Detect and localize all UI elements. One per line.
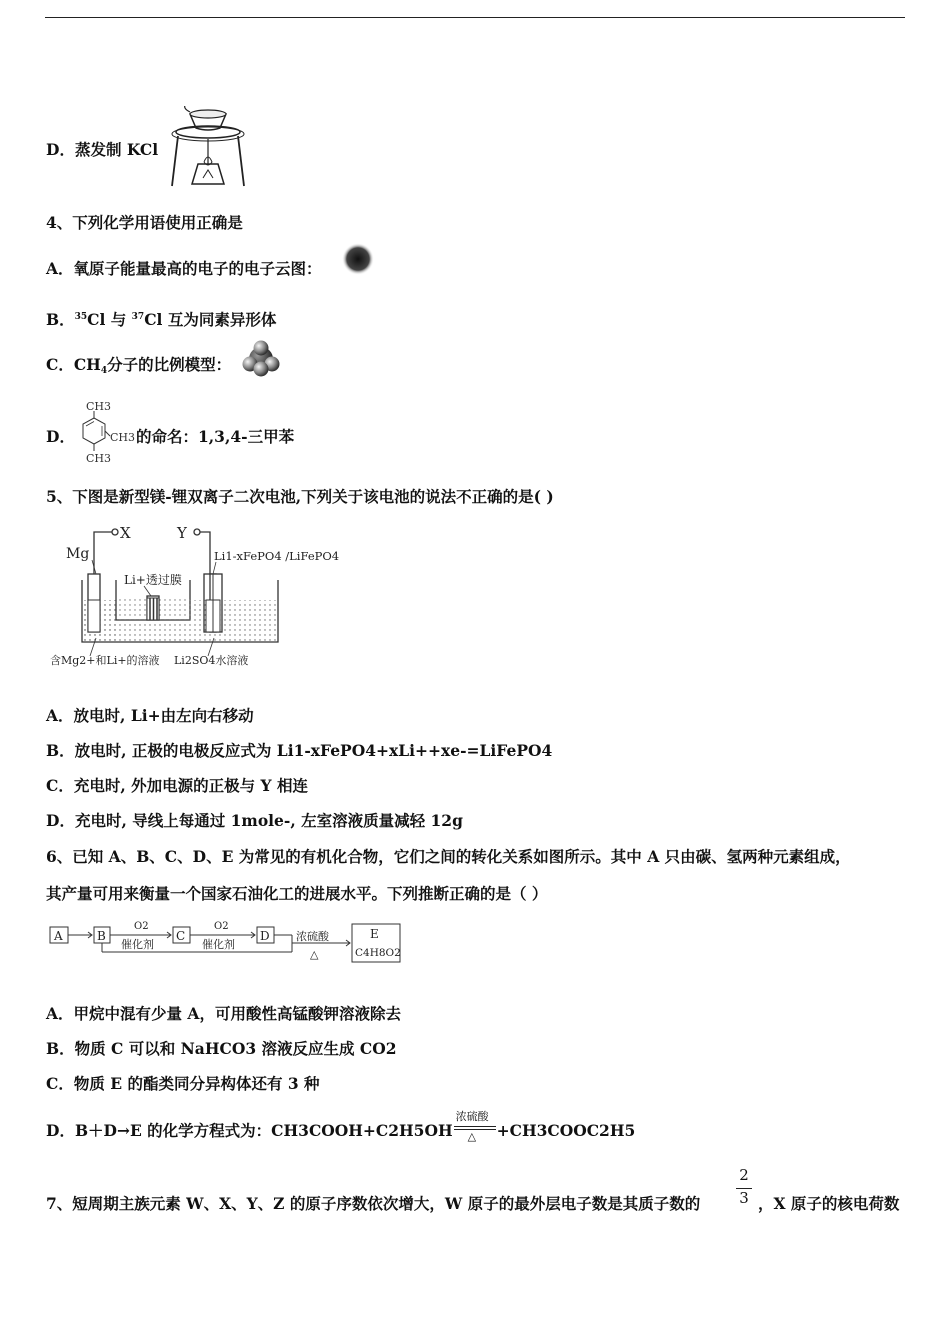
trimethylbenzene-structure-icon [78,398,138,468]
q4-option-a: A．氧原子能量最高的电子的电子云图： [46,259,322,278]
membrane-label: Li+透过膜 [124,573,182,587]
scheme-oxygen-2: O2 [214,921,229,932]
q5-option-c: C．充电时, 外加电源的正极与 Y 相连 [46,776,308,795]
q6-d-products: +CH3COOC2H5 [496,1121,636,1140]
header-rule [45,17,905,18]
q3-option-d: D．蒸发制 KCl [46,140,159,159]
question-6-stem-line2: 其产量可用来衡量一个国家石油化工的进展水平。下列推断正确的是（ ） [46,884,548,903]
q6-option-a: A．甲烷中混有少量 A，可用酸性高锰酸钾溶液除去 [46,1004,401,1023]
question-6-stem-line1: 6、已知 A、B、C、D、E 为常见的有机化合物，它们之间的转化关系如图所示。其中 A 只由碳、氢两种元素组成， [46,847,851,866]
scheme-acid: 浓硫酸 [296,930,329,943]
reaction-condition: 浓硫酸 [455,1110,489,1123]
scheme-heat: △ [310,948,319,961]
q4-option-d-text: 的命名：1,3,4-三甲苯 [136,427,295,446]
electron-cloud-icon [340,242,376,276]
fraction-numerator: 2 [739,1166,749,1184]
scheme-node-b: B [97,929,106,943]
battery-diagram [48,518,358,673]
methane-model-icon [240,340,282,378]
fraction-denominator: 3 [739,1189,749,1207]
q4-option-c: C．$CH_4$分子的比例模型： [46,355,232,376]
reaction-heat: △ [467,1130,477,1143]
left-solution-label: 含Mg2+和Li+的溶液 [50,654,160,667]
right-solution-label: Li2SO4水溶液 [174,654,249,667]
q6-d-reactants: D．B＋D→E 的化学方程式为：CH3COOH+C2H5OH [46,1121,453,1140]
q5-option-b: B．放电时, 正极的电极反应式为 Li1-xFePO4+xLi++xe-=LiFePO4 [46,741,553,760]
scheme-node-e: E [370,927,379,941]
q4-option-b: B．$^{35}$Cl 与 $^{37}$Cl 互为同素异形体 [46,310,277,329]
fraction [736,1166,752,1207]
q6-option-c: C．物质 E 的酯类同分异构体还有 3 种 [46,1074,320,1093]
evaporation-apparatus-icon [168,106,246,188]
q6-option-d [46,1110,636,1143]
q5-option-a: A．放电时, Li+由左向右移动 [46,706,254,725]
reaction-arrow [453,1110,497,1143]
terminal-y-label: Y [177,524,187,542]
struct-top-methyl: CH3 [86,400,112,413]
scheme-node-c: C [176,929,186,943]
anode-label: Mg [66,546,90,562]
conversion-scheme [48,914,408,966]
scheme-node-d: D [260,929,270,943]
scheme-oxygen-1: O2 [134,921,149,932]
struct-bottom-methyl: CH3 [86,452,112,465]
scheme-catalyst-1: 催化剂 [121,938,154,951]
cathode-label: Li1-xFePO4 /LiFePO4 [214,549,340,563]
scheme-catalyst-2: 催化剂 [202,938,235,951]
scheme-node-a: A [54,929,63,943]
struct-right-methyl: CH3 [110,431,136,444]
question-7-stem-end: ，X 原子的核电荷数 [758,1194,900,1213]
question-7-stem: 7、短周期主族元素 W、X、Y、Z 的原子序数依次增大，W 原子的最外层电子数是其质子数的 [46,1194,701,1213]
q6-option-b: B．物质 C 可以和 NaHCO3 溶液反应生成 CO2 [46,1039,397,1058]
question-5-stem: 5、下图是新型镁-锂双离子二次电池,下列关于该电池的说法不正确的是( ) [46,487,554,506]
q4-option-d-prefix: D． [46,427,75,446]
question-4-stem: 4、下列化学用语使用正确是 [46,213,243,232]
terminal-x-label: X [120,524,131,542]
scheme-e-formula: C4H8O2 [355,947,401,959]
q5-option-d: D．充电时, 导线上每通过 1mole-, 左室溶液质量减轻 12g [46,811,463,830]
